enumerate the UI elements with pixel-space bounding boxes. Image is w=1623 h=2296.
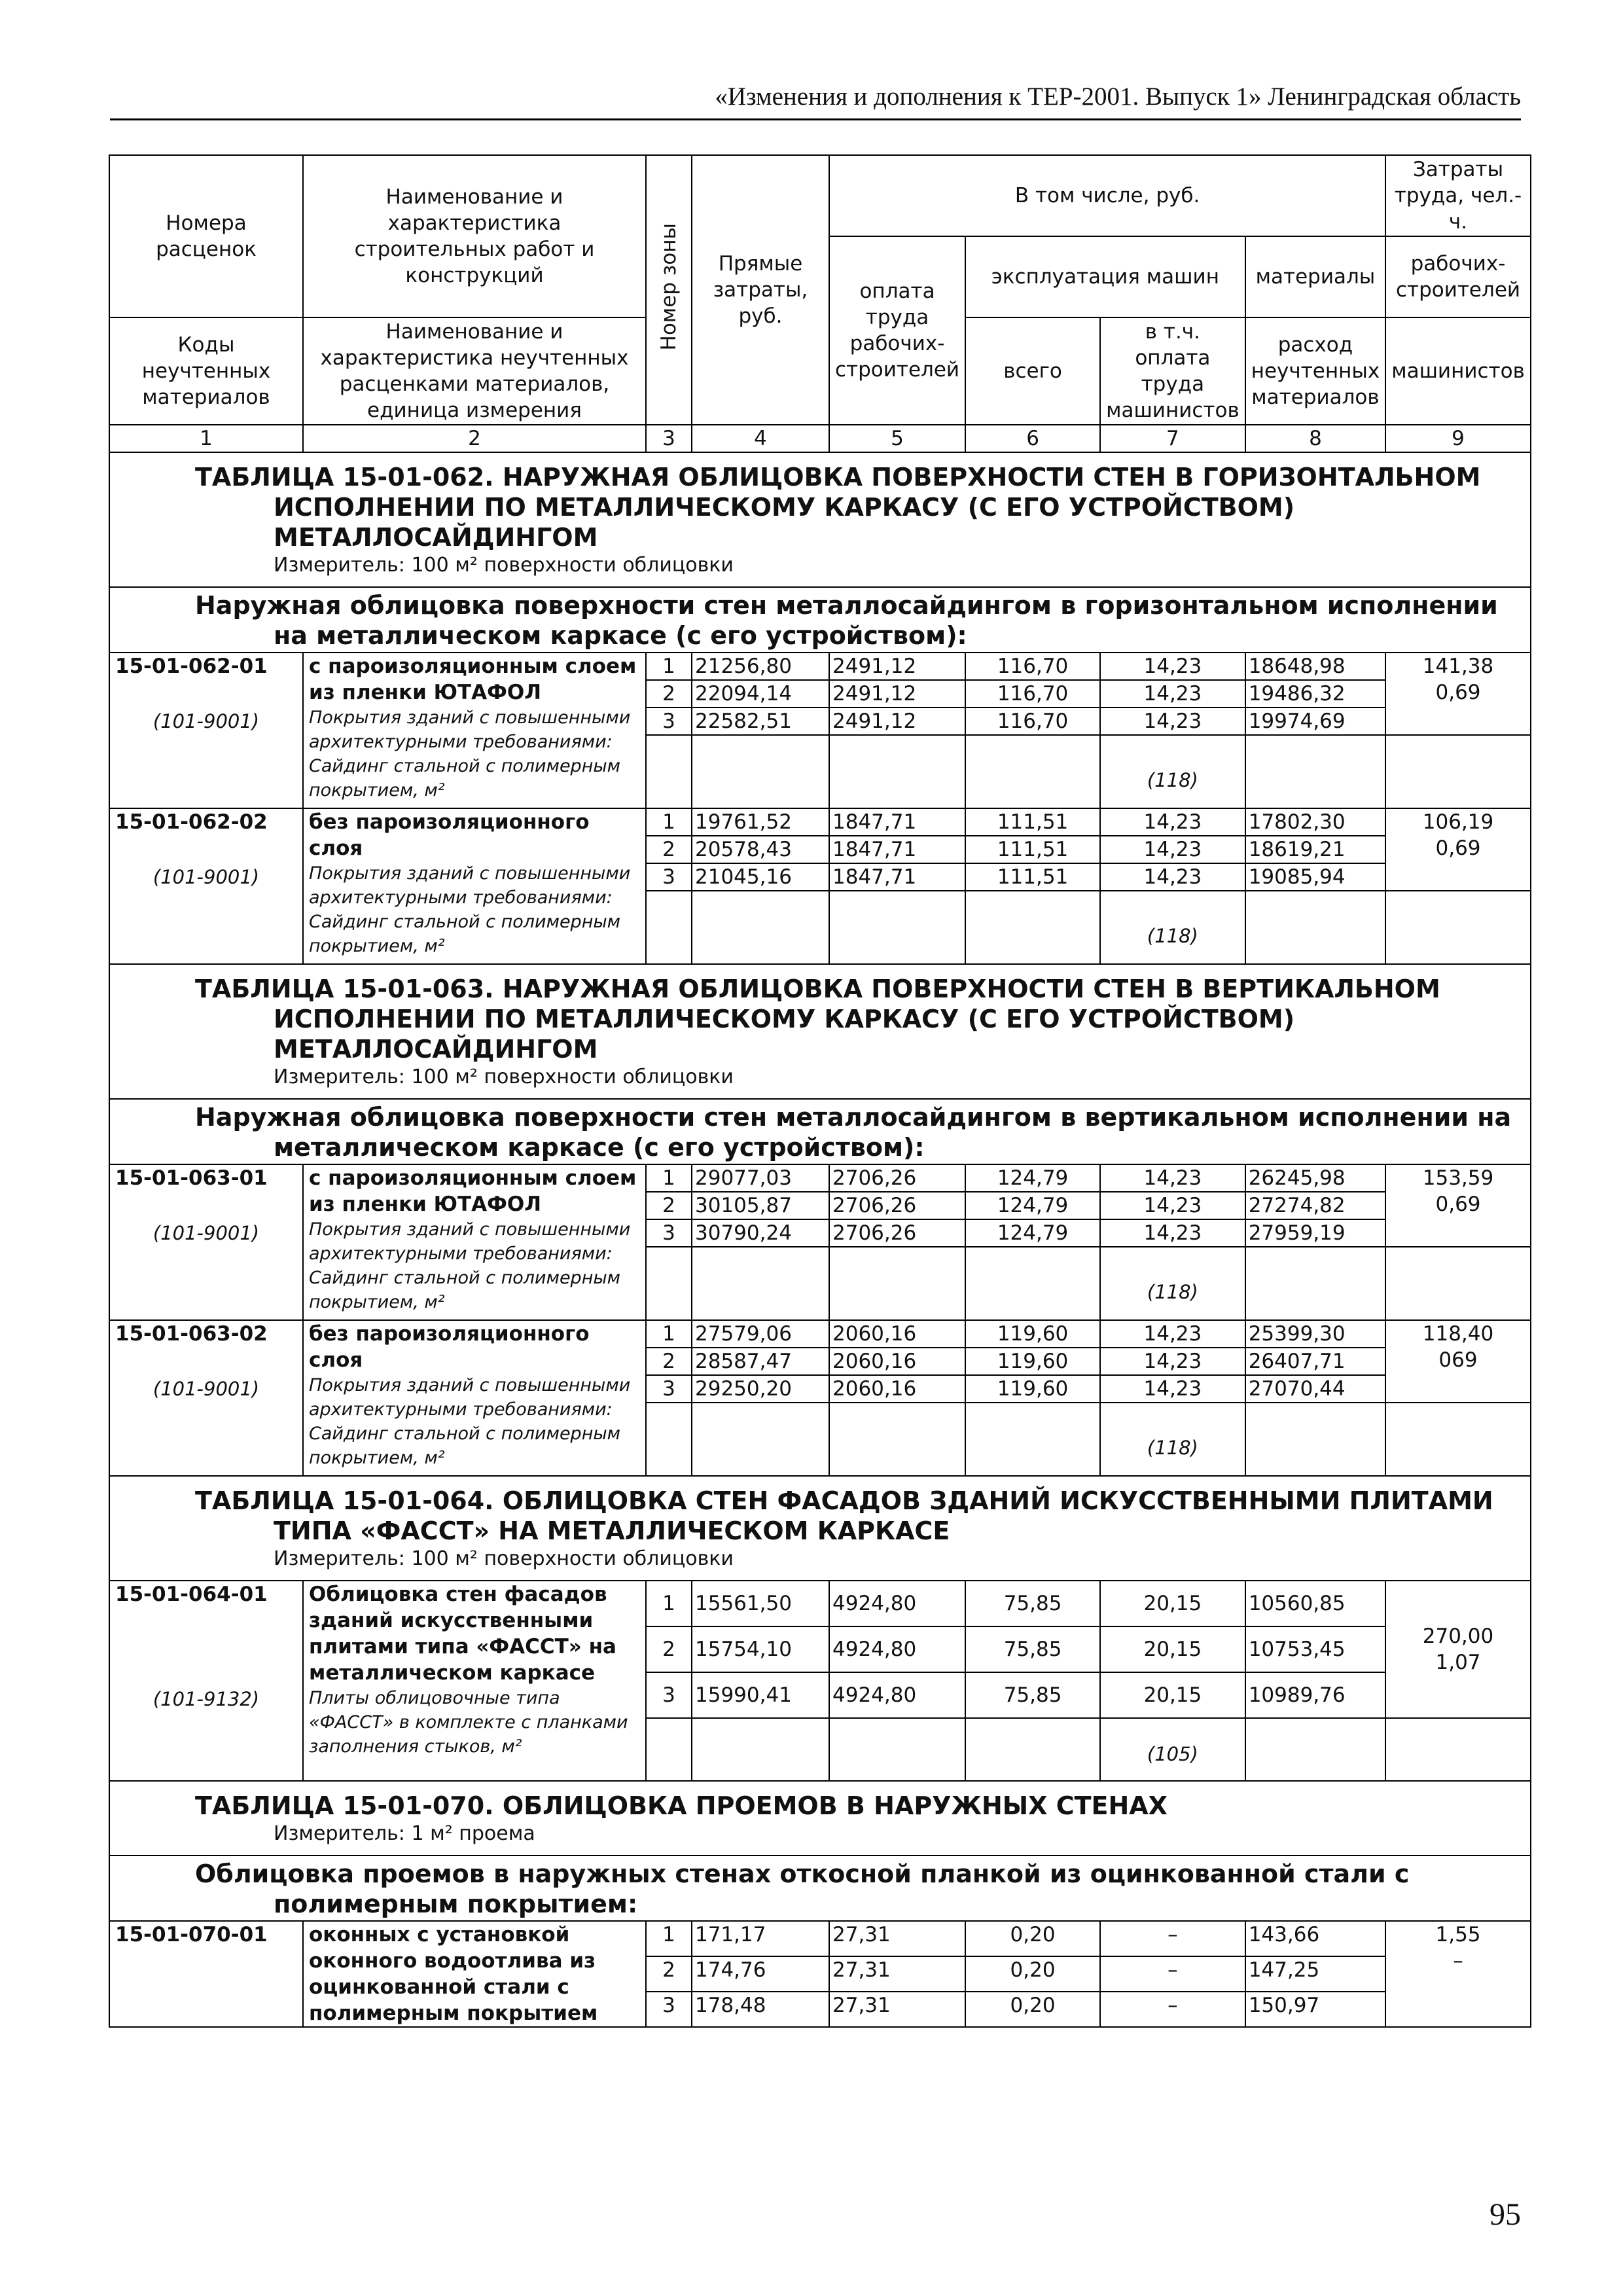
zone-label: Номер зоны: [657, 223, 681, 351]
column-number: 9: [1385, 425, 1531, 452]
rate-value: 4924,80: [829, 1626, 965, 1672]
labor-machinists: –: [1453, 1949, 1463, 1973]
rate-description: Облицовка стен фасадов зданий искусственными плитами типа «ФАССТ» на металлическом каркасе: [309, 1583, 616, 1685]
table-title-row: [109, 452, 1531, 587]
column-number: 2: [303, 425, 646, 452]
rate-value: 119,60: [965, 1375, 1100, 1403]
rate-value: –: [1100, 1921, 1245, 1956]
rate-value: 1847,71: [829, 808, 965, 836]
rate-value: 14,23: [1100, 653, 1245, 680]
rate-value: 1847,71: [829, 863, 965, 891]
col6-header: всего: [965, 317, 1100, 425]
rate-value: 10560,85: [1245, 1581, 1385, 1626]
table-measure: Измеритель: 100 м² поверхности облицовки: [274, 1547, 734, 1570]
table-title-cell: [109, 452, 1531, 587]
material-empty-cell: [692, 1403, 829, 1476]
section-subtitle-row: [109, 587, 1531, 653]
column-number: 4: [692, 425, 829, 452]
consumption-value: (118): [1147, 925, 1198, 947]
rate-value: 2491,12: [829, 680, 965, 708]
rate-value: 17802,30: [1245, 808, 1385, 836]
rate-value: 75,85: [965, 1672, 1100, 1718]
rate-value: 2706,26: [829, 1219, 965, 1247]
rate-value: 2706,26: [829, 1164, 965, 1192]
labor-cell: [1385, 653, 1531, 735]
column-number: 8: [1245, 425, 1385, 452]
rates-table: [109, 154, 1531, 2028]
rate-value: 2706,26: [829, 1192, 965, 1219]
rate-value: 10753,45: [1245, 1626, 1385, 1672]
material-code: (101-9132): [152, 1688, 260, 1710]
rate-value: 27579,06: [692, 1320, 829, 1348]
zone-number: 2: [646, 1956, 692, 1992]
table-measure: Измеритель: 1 м² проема: [274, 1822, 535, 1845]
rate-value: 22582,51: [692, 708, 829, 735]
rate-desc-cell: [303, 1581, 646, 1781]
labor-cell: [1385, 1164, 1531, 1247]
rate-row: [109, 653, 1531, 680]
material-empty-cell: [692, 735, 829, 808]
table-title-cell: [109, 964, 1531, 1099]
labor-builders: 118,40: [1422, 1322, 1494, 1346]
rate-value: 15990,41: [692, 1672, 829, 1718]
rate-code-cell: [109, 1921, 303, 2027]
consumption-cell: [1100, 1247, 1245, 1320]
material-zone-cell: [646, 735, 692, 808]
rate-row: [109, 808, 1531, 836]
material-empty-cell: [1245, 735, 1385, 808]
rate-value: 174,76: [692, 1956, 829, 1992]
labor-header: Затраты труда, чел.-ч.: [1385, 155, 1531, 236]
column-number: 5: [829, 425, 965, 452]
rate-value: 14,23: [1100, 1192, 1245, 1219]
rate-value: 19486,32: [1245, 680, 1385, 708]
rate-code-cell: [109, 1581, 303, 1781]
rate-value: 14,23: [1100, 1164, 1245, 1192]
rate-value: 25399,30: [1245, 1320, 1385, 1348]
material-empty-cell: [829, 1718, 965, 1781]
material-zone-cell: [646, 891, 692, 964]
material-empty-cell: [829, 1247, 965, 1320]
labor-cell: [1385, 1581, 1531, 1718]
material-empty-cell: [965, 891, 1100, 964]
zone-number: 2: [646, 680, 692, 708]
material-code: (101-9001): [152, 1378, 260, 1400]
rate-value: 29250,20: [692, 1375, 829, 1403]
material-empty-cell: [1385, 735, 1531, 808]
rate-value: 2491,12: [829, 708, 965, 735]
rate-row: [109, 1320, 1531, 1348]
rate-code: 15-01-070-01: [115, 1923, 268, 1946]
col3-header: [646, 155, 692, 425]
rate-value: 116,70: [965, 653, 1100, 680]
column-number: 1: [109, 425, 303, 452]
rate-value: 27070,44: [1245, 1375, 1385, 1403]
consumption-value: (118): [1147, 1281, 1198, 1303]
consumption-value: (105): [1147, 1743, 1198, 1765]
rate-value: 20,15: [1100, 1672, 1245, 1718]
rate-desc-cell: [303, 1921, 646, 2027]
col1-header: Номера расценок: [109, 155, 303, 317]
rate-value: 150,97: [1245, 1992, 1385, 2027]
zone-number: 3: [646, 1992, 692, 2027]
consumption-cell: [1100, 1403, 1245, 1476]
rate-value: –: [1100, 1956, 1245, 1992]
labor-builders: 1,55: [1435, 1923, 1481, 1946]
col8-sub-header: расход неучтенных материалов: [1245, 317, 1385, 425]
material-code: (101-9001): [152, 866, 260, 888]
rate-value: 15754,10: [692, 1626, 829, 1672]
labor-builders: 106,19: [1422, 810, 1494, 834]
rate-value: 14,23: [1100, 1348, 1245, 1375]
material-empty-cell: [1385, 1247, 1531, 1320]
material-empty-cell: [692, 891, 829, 964]
col2-header: Наименование и характеристика строительных работ и конструкций: [303, 155, 646, 317]
table-title: ТАБЛИЦА 15-01-063. НАРУЖНАЯ ОБЛИЦОВКА ПОВЕРХНОСТИ СТЕН В ВЕРТИКАЛЬНОМ ИСПОЛНЕНИИ ПО МЕТАЛЛИЧЕСКОМУ КАРКАСУ (С ЕГО УСТРОЙСТВОМ) МЕТАЛЛОСАЙДИНГОМ: [195, 975, 1440, 1064]
zone-number: 2: [646, 1348, 692, 1375]
consumption-cell: [1100, 891, 1245, 964]
rate-value: 19761,52: [692, 808, 829, 836]
labor-machinists: 0,69: [1435, 1193, 1481, 1216]
rate-value: 1847,71: [829, 836, 965, 863]
rate-desc-cell: [303, 1164, 646, 1320]
labor-cell: [1385, 1921, 1531, 2027]
rate-description: с пароизоляционным слоем из пленки ЮТАФОЛ: [309, 1166, 637, 1216]
rate-value: 124,79: [965, 1164, 1100, 1192]
zone-number: 3: [646, 1375, 692, 1403]
rate-value: 0,20: [965, 1921, 1100, 1956]
section-subtitle-cell: [109, 1856, 1531, 1921]
col4-header: Прямые затраты, руб.: [692, 155, 829, 425]
material-empty-cell: [1385, 1718, 1531, 1781]
material-empty-cell: [965, 735, 1100, 808]
rate-value: 178,48: [692, 1992, 829, 2027]
zone-number: 2: [646, 836, 692, 863]
rate-value: 27274,82: [1245, 1192, 1385, 1219]
section-subtitle-row: [109, 1856, 1531, 1921]
material-description: Плиты облицовочные типа «ФАССТ» в комплекте с планками заполнения стыков, м²: [309, 1688, 628, 1757]
zone-number: 1: [646, 808, 692, 836]
rate-value: 2060,16: [829, 1348, 965, 1375]
rate-value: 14,23: [1100, 708, 1245, 735]
labor-builders: 270,00: [1422, 1624, 1494, 1648]
material-empty-cell: [1245, 1247, 1385, 1320]
material-zone-cell: [646, 1247, 692, 1320]
rate-value: 111,51: [965, 808, 1100, 836]
material-description: Покрытия зданий с повышенными архитектурными требованиями: Сайдинг стальной с полимерным покрытием, м²: [309, 1219, 631, 1312]
material-empty-cell: [829, 891, 965, 964]
rate-value: 27,31: [829, 1992, 965, 2027]
rate-value: 14,23: [1100, 1320, 1245, 1348]
rate-value: 4924,80: [829, 1581, 965, 1626]
col5-header: оплата труда рабочих-строителей: [829, 236, 965, 425]
rate-value: 111,51: [965, 863, 1100, 891]
rate-row: [109, 1164, 1531, 1192]
section-subtitle-cell: [109, 1099, 1531, 1164]
column-number: 7: [1100, 425, 1245, 452]
rate-row: [109, 1581, 1531, 1626]
column-numbers-row: [109, 425, 1531, 452]
rate-value: 19085,94: [1245, 863, 1385, 891]
rate-description: без пароизоляционного слоя: [309, 810, 590, 860]
table-title-row: [109, 1476, 1531, 1581]
consumption-cell: [1100, 1718, 1245, 1781]
table-measure: Измеритель: 100 м² поверхности облицовки: [274, 1066, 734, 1088]
table-title-row: [109, 964, 1531, 1099]
rate-value: 18619,21: [1245, 836, 1385, 863]
section-subtitle: Облицовка проемов в наружных стенах откосной планкой из оцинкованной стали с полимерным покрытием:: [195, 1859, 1410, 1918]
labor-builders: 153,59: [1422, 1166, 1494, 1190]
rate-value: 29077,03: [692, 1164, 829, 1192]
material-empty-cell: [829, 735, 965, 808]
material-empty-cell: [692, 1247, 829, 1320]
zone-number: 1: [646, 1320, 692, 1348]
material-code: (101-9001): [152, 710, 260, 732]
rate-value: 111,51: [965, 836, 1100, 863]
labor-machinists: 0,69: [1435, 681, 1481, 704]
rate-value: 75,85: [965, 1626, 1100, 1672]
page-number: 95: [1489, 2197, 1521, 2232]
zone-number: 3: [646, 1672, 692, 1718]
zone-number: 1: [646, 1921, 692, 1956]
running-header: «Изменения и дополнения к ТЕР-2001. Выпуск 1» Ленинградская область: [110, 84, 1521, 120]
labor-machinists: 0,69: [1435, 836, 1481, 860]
material-empty-cell: [1385, 1403, 1531, 1476]
rate-value: 2060,16: [829, 1375, 965, 1403]
zone-number: 2: [646, 1192, 692, 1219]
rate-code: 15-01-062-01: [115, 655, 268, 678]
rate-value: 18648,98: [1245, 653, 1385, 680]
labor-machinists: 1,07: [1435, 1651, 1481, 1674]
table-measure: Измеритель: 100 м² поверхности облицовки: [274, 554, 734, 577]
rate-value: 75,85: [965, 1581, 1100, 1626]
zone-number: 3: [646, 1219, 692, 1247]
material-empty-cell: [965, 1247, 1100, 1320]
material-description: Покрытия зданий с повышенными архитектурными требованиями: Сайдинг стальной с полимерным покрытием, м²: [309, 863, 631, 956]
material-description: Покрытия зданий с повышенными архитектурными требованиями: Сайдинг стальной с полимерным покрытием, м²: [309, 708, 631, 800]
rate-value: 171,17: [692, 1921, 829, 1956]
column-number: 3: [646, 425, 692, 452]
section-subtitle: Наружная облицовка поверхности стен металлосайдингом в горизонтальном исполнении на металлическом каркасе (с его устройством):: [195, 591, 1498, 650]
rate-code-cell: [109, 1320, 303, 1476]
rate-value: 20578,43: [692, 836, 829, 863]
labor-builders: 141,38: [1422, 655, 1494, 678]
rate-value: 4924,80: [829, 1672, 965, 1718]
material-empty-cell: [965, 1403, 1100, 1476]
rate-value: 30790,24: [692, 1219, 829, 1247]
rate-value: 21045,16: [692, 863, 829, 891]
col2-sub-header: Наименование и характеристика неучтенных расценками материалов, единица измерения: [303, 317, 646, 425]
table-title: ТАБЛИЦА 15-01-062. НАРУЖНАЯ ОБЛИЦОВКА ПОВЕРХНОСТИ СТЕН В ГОРИЗОНТАЛЬНОМ ИСПОЛНЕНИИ ПО МЕТАЛЛИЧЕСКОМУ КАРКАСУ (С ЕГО УСТРОЙСТВОМ) МЕТАЛЛОСАЙДИНГОМ: [195, 463, 1481, 552]
rate-value: 119,60: [965, 1320, 1100, 1348]
table-title-cell: [109, 1781, 1531, 1856]
rate-code: 15-01-064-01: [115, 1583, 268, 1606]
col1-sub-header: Коды неучтенных материалов: [109, 317, 303, 425]
rate-value: 124,79: [965, 1219, 1100, 1247]
rate-value: 147,25: [1245, 1956, 1385, 1992]
rate-value: 26407,71: [1245, 1348, 1385, 1375]
material-empty-cell: [829, 1403, 965, 1476]
rate-value: 0,20: [965, 1992, 1100, 2027]
rate-code-cell: [109, 653, 303, 808]
column-number: 6: [965, 425, 1100, 452]
material-empty-cell: [1245, 891, 1385, 964]
section-subtitle: Наружная облицовка поверхности стен металлосайдингом в вертикальном исполнении на металлическом каркасе (с его устройством):: [195, 1103, 1512, 1162]
rate-value: 14,23: [1100, 680, 1245, 708]
rate-value: 27959,19: [1245, 1219, 1385, 1247]
rate-value: 14,23: [1100, 863, 1245, 891]
col9-sub-header: машинистов: [1385, 317, 1531, 425]
table-title: ТАБЛИЦА 15-01-070. ОБЛИЦОВКА ПРОЕМОВ В НАРУЖНЫХ СТЕНАХ: [195, 1791, 1168, 1820]
material-code: (101-9001): [152, 1222, 260, 1244]
rate-value: 2060,16: [829, 1320, 965, 1348]
consumption-cell: [1100, 735, 1245, 808]
material-empty-cell: [1245, 1718, 1385, 1781]
zone-number: 3: [646, 708, 692, 735]
rate-code: 15-01-063-01: [115, 1166, 268, 1190]
zone-number: 2: [646, 1626, 692, 1672]
rate-value: 119,60: [965, 1348, 1100, 1375]
zone-number: 1: [646, 1164, 692, 1192]
material-empty-cell: [1385, 891, 1531, 964]
zone-number: 1: [646, 1581, 692, 1626]
rate-code: 15-01-063-02: [115, 1322, 268, 1346]
in-total-header: В том числе, руб.: [829, 155, 1385, 236]
rate-code-cell: [109, 808, 303, 964]
material-description: Покрытия зданий с повышенными архитектурными требованиями: Сайдинг стальной с полимерным покрытием, м²: [309, 1375, 631, 1468]
material-zone-cell: [646, 1403, 692, 1476]
rate-value: 14,23: [1100, 836, 1245, 863]
rate-value: 28587,47: [692, 1348, 829, 1375]
rate-value: 26245,98: [1245, 1164, 1385, 1192]
rate-value: 116,70: [965, 680, 1100, 708]
rate-value: 20,15: [1100, 1626, 1245, 1672]
rate-value: 27,31: [829, 1956, 965, 1992]
rate-value: 15561,50: [692, 1581, 829, 1626]
rate-value: 30105,87: [692, 1192, 829, 1219]
labor-cell: [1385, 808, 1531, 891]
rate-value: 22094,14: [692, 680, 829, 708]
consumption-value: (118): [1147, 769, 1198, 791]
labor-machinists: 069: [1438, 1348, 1478, 1372]
rate-code-cell: [109, 1164, 303, 1320]
rate-value: 21256,80: [692, 653, 829, 680]
rate-description: оконных с установкой оконного водоотлива из оцинкованной стали с полимерным покрытием: [309, 1923, 598, 2025]
rate-value: 116,70: [965, 708, 1100, 735]
section-subtitle-row: [109, 1099, 1531, 1164]
rate-value: 10989,76: [1245, 1672, 1385, 1718]
consumption-value: (118): [1147, 1437, 1198, 1459]
rate-desc-cell: [303, 808, 646, 964]
machines-header: эксплуатация машин: [965, 236, 1245, 317]
col7-header: в т.ч. оплата труда машинистов: [1100, 317, 1245, 425]
rate-desc-cell: [303, 653, 646, 808]
material-empty-cell: [692, 1718, 829, 1781]
rate-value: 20,15: [1100, 1581, 1245, 1626]
rate-value: 14,23: [1100, 808, 1245, 836]
rate-row: [109, 1921, 1531, 1956]
col9-top-header: рабочих-строителей: [1385, 236, 1531, 317]
rate-value: –: [1100, 1992, 1245, 2027]
section-subtitle-cell: [109, 587, 1531, 653]
rate-value: 19974,69: [1245, 708, 1385, 735]
table-title-cell: [109, 1476, 1531, 1581]
material-empty-cell: [965, 1718, 1100, 1781]
rate-value: 14,23: [1100, 1219, 1245, 1247]
rate-value: 0,20: [965, 1956, 1100, 1992]
rate-value: 14,23: [1100, 1375, 1245, 1403]
zone-number: 3: [646, 863, 692, 891]
col8-top-header: материалы: [1245, 236, 1385, 317]
material-empty-cell: [1245, 1403, 1385, 1476]
rate-description: с пароизоляционным слоем из пленки ЮТАФОЛ: [309, 655, 637, 704]
rate-value: 2491,12: [829, 653, 965, 680]
zone-number: 1: [646, 653, 692, 680]
rate-desc-cell: [303, 1320, 646, 1476]
rate-code: 15-01-062-02: [115, 810, 268, 834]
table-title: ТАБЛИЦА 15-01-064. ОБЛИЦОВКА СТЕН ФАСАДОВ ЗДАНИЙ ИСКУССТВЕННЫМИ ПЛИТАМИ ТИПА «ФАССТ» НА МЕТАЛЛИЧЕСКОМ КАРКАСЕ: [195, 1486, 1493, 1545]
material-zone-cell: [646, 1718, 692, 1781]
rate-value: 27,31: [829, 1921, 965, 1956]
rate-value: 124,79: [965, 1192, 1100, 1219]
rate-value: 143,66: [1245, 1921, 1385, 1956]
labor-cell: [1385, 1320, 1531, 1403]
rate-description: без пароизоляционного слоя: [309, 1322, 590, 1372]
table-title-row: [109, 1781, 1531, 1856]
